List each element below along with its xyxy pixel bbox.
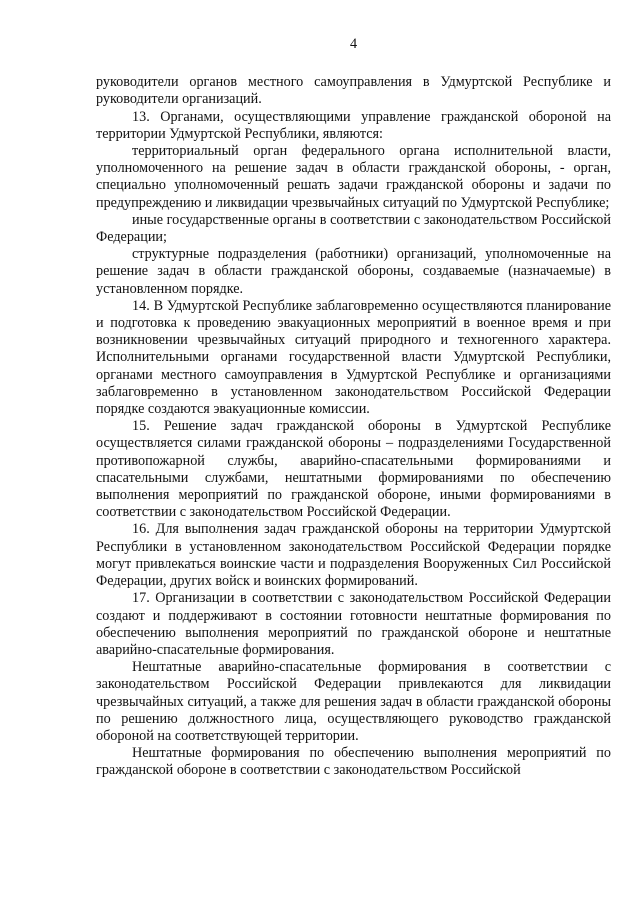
- paragraph: 17. Организации в соответствии с законодательством Российской Федерации создают и поддерживают в состоянии готовности нештатные формирования по обеспечению выполнения мероприятий по гражданской обороне и нештатные аварийно-спасательные формирования.: [96, 590, 611, 658]
- paragraph: Нештатные аварийно-спасательные формирования в соответствии с законодательством Российской Федерации привлекаются для ликвидации чрезвычайных ситуаций, а также для решения задач в области гражданской обороны по решению должностного лица, осуществляющего руководство гражданской обороной на соответствующей территории.: [96, 659, 611, 744]
- paragraph: территориальный орган федерального органа исполнительной власти, уполномоченного на решение задач в области гражданской обороны, - орган, специально уполномоченный решать задачи гражданской обороны и задачи по предупреждению и ликвидации чрезвычайных ситуаций по Удмуртской Республике;: [96, 143, 611, 211]
- paragraph: 14. В Удмуртской Республике заблаговременно осуществляются планирование и подготовка к проведению эвакуационных мероприятий в военное время и при возникновении чрезвычайных ситуаций природного и техногенного характера. Исполнительными органами государственной власти Удмуртской Республики, органами местного самоуправления в Удмуртской Республике и организациями заблаговременно в установленном законодательством Российской Федерации порядке создаются эвакуационные комиссии.: [96, 297, 611, 418]
- paragraph: руководители органов местного самоуправления в Удмуртской Республике и руководители организаций.: [96, 74, 611, 108]
- document-body: [96, 74, 611, 779]
- paragraph: Нештатные формирования по обеспечению выполнения мероприятий по гражданской обороне в соответствии с законодательством Российской: [96, 745, 611, 779]
- paragraph: структурные подразделения (работники) организаций, уполномоченные на решение задач в области гражданской обороны, создаваемые (назначаемые) в установленном порядке.: [96, 246, 611, 297]
- page-number: 4: [349, 36, 358, 52]
- paragraph: 15. Решение задач гражданской обороны в Удмуртской Республике осуществляется силами гражданской обороны – подразделениями Государственной противопожарной службы, аварийно-спасательными формированиями и спасательными службами, нештатными формированиями по обеспечению выполнения мероприятий по гражданской обороне, иными формированиями в соответствии с законодательством Российской Федерации.: [96, 418, 611, 521]
- paragraph: 16. Для выполнения задач гражданской обороны на территории Удмуртской Республики в установленном законодательством Российской Федерации порядке могут привлекаться воинские части и подразделения Вооруженных Сил Российской Федерации, других войск и воинских формирований.: [96, 521, 611, 590]
- paragraph: иные государственные органы в соответствии с законодательством Российской Федерации;: [96, 211, 611, 246]
- paragraph: 13. Органами, осуществляющими управление гражданской обороной на территории Удмуртской Республики, являются:: [96, 108, 611, 142]
